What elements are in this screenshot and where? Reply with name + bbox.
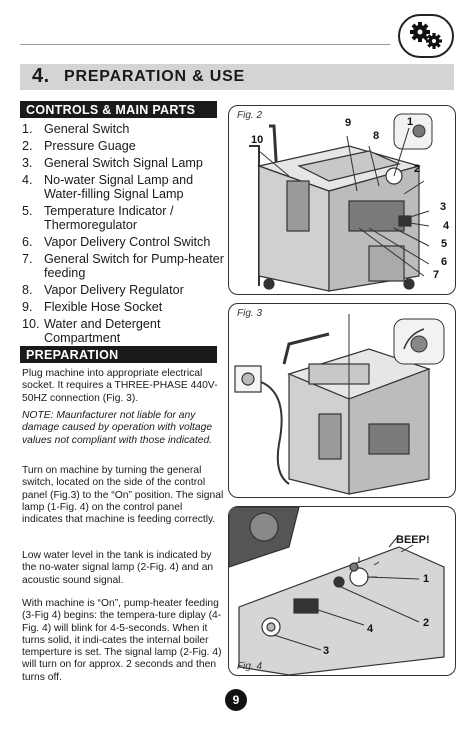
callout-label: 2: [423, 617, 430, 629]
list-item: 6. Vapor Delivery Control Switch: [22, 235, 211, 249]
list-item: 10. Water and Detergent Compartment: [22, 317, 161, 345]
callout-label: 6: [441, 256, 448, 268]
figure-label: Fig. 4: [237, 661, 263, 672]
callout-label: 9: [345, 117, 352, 129]
list-item: 1. General Switch: [22, 122, 130, 136]
list-item: 7. General Switch for Pump-heater feeding: [22, 252, 224, 280]
callout-label: 4: [367, 623, 374, 635]
beep-label: BEEP!: [396, 534, 430, 546]
list-item: 8. Vapor Delivery Regulator: [22, 283, 184, 297]
callout-label: 8: [373, 130, 380, 142]
section-title: PREPARATION & USE: [64, 68, 246, 85]
figure-4: [228, 506, 456, 676]
callout-label: 7: [433, 269, 440, 281]
preparation-paragraph: Turn on machine by turning the general switch, located on the side of the control panel (Fig.3) to the “On” position. The signal lamp (1-Fig. 4) on the control panel indicates that machine is feeding correctly.: [22, 465, 224, 526]
preparation-paragraph: With machine is “On”, pump-heater feeding (3-Fig 4) begins: the tempera-ture diplay (4-Fig. 4) will blink for 4-5-seconds. When it turns solid, it indi-cates the internal boiler temperture is set. The signal lamp (2-Fig. 4) will turn on for approx. 2 seconds and then turns off.: [22, 598, 222, 683]
controls-list: [22, 122, 232, 348]
preparation-paragraph: Plug machine into appropriate electrical socket. It requires a THREE-PHASE 440V-50HZ connection (Fig. 3).: [22, 368, 218, 404]
preparation-note: NOTE: Maunfacturer not liable for any damage caused by operation with voltage values not compliant with those indicated.: [22, 410, 213, 446]
preparation-paragraph: Low water level in the tank is indicated by the no-water signal lamp (2-Fig. 4) and an acoustic sound signal.: [22, 550, 214, 586]
callout-label: 1: [423, 573, 430, 585]
section-title-bar: [20, 64, 454, 90]
figure-2: [228, 105, 456, 295]
control-panel-illustration: [229, 507, 455, 675]
callout-label: 1: [407, 116, 414, 128]
page-number: 9: [225, 689, 247, 711]
callout-label: 5: [441, 238, 448, 250]
list-item: 3. General Switch Signal Lamp: [22, 156, 203, 170]
callout-label: 2: [414, 163, 421, 175]
preparation-heading: PREPARATION: [20, 346, 217, 363]
list-item: 4. No-water Signal Lamp and Water-filling Signal Lamp: [22, 173, 194, 201]
callout-label: 10: [251, 134, 264, 146]
figure-label: Fig. 2: [237, 110, 263, 121]
machine-plug-illustration: [229, 304, 455, 497]
gears-icon: [398, 14, 454, 58]
figure-label: Fig. 3: [237, 308, 263, 319]
figure-3: [228, 303, 456, 498]
section-number: 4.: [32, 65, 50, 87]
callout-label: 4: [443, 220, 450, 232]
list-item: 5. Temperature Indicator / Thermoregulator: [22, 204, 174, 232]
controls-heading: CONTROLS & MAIN PARTS: [20, 101, 217, 118]
list-item: 9. Flexible Hose Socket: [22, 300, 163, 314]
header-rule: [20, 44, 390, 45]
callout-label: 3: [323, 645, 330, 657]
callout-label: 3: [440, 201, 447, 213]
list-item: 2. Pressure Guage: [22, 139, 136, 153]
